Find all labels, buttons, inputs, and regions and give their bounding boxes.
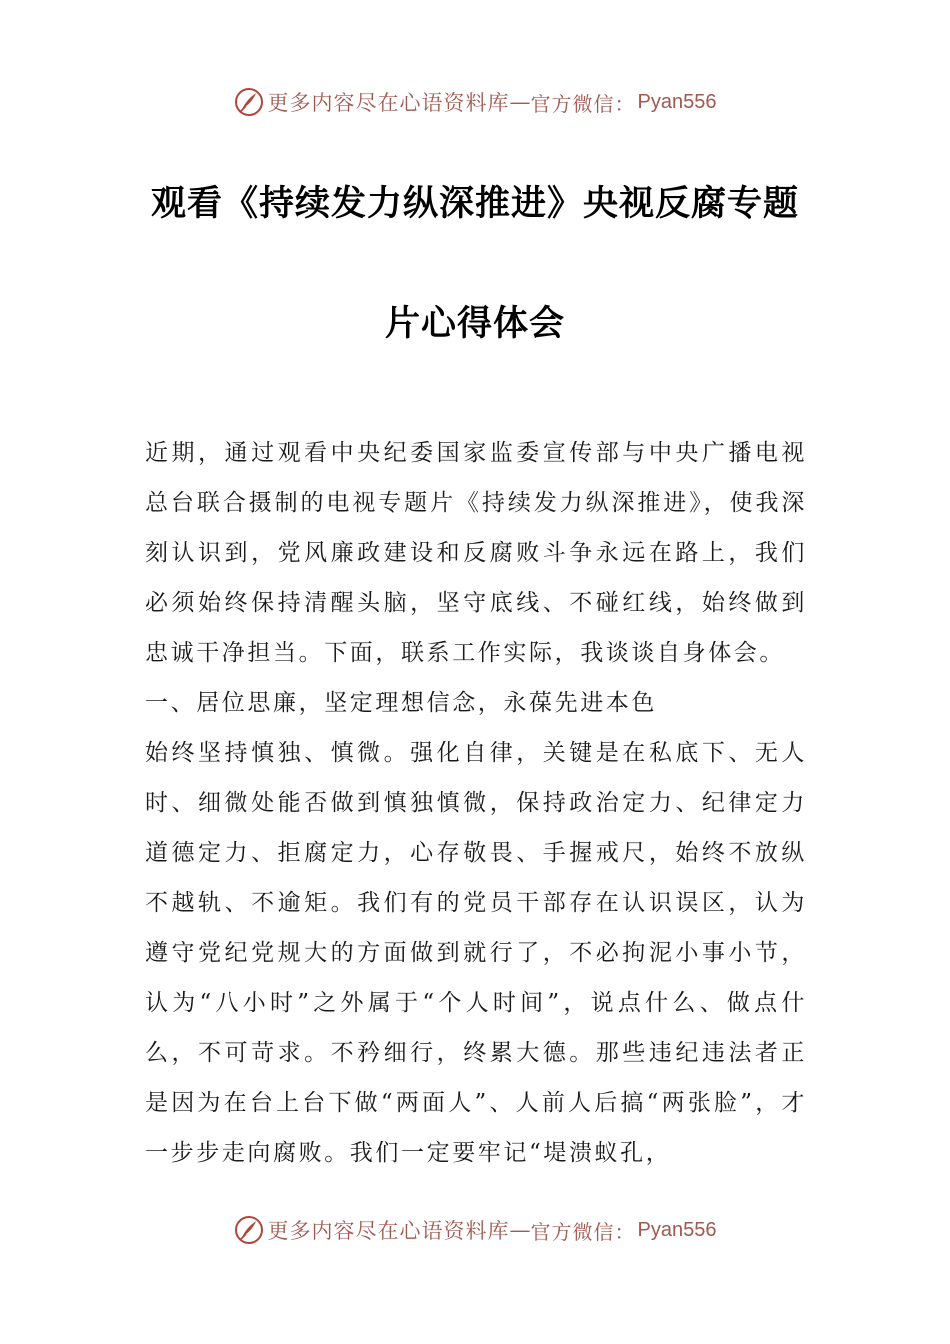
paragraph-section-1: 始终坚持慎独、慎微。强化自律，关键是在私底下、无人时、细微处能否做到慎独慎微，保持政治定力、纪律定力道德定力、拒腐定力，心存敬畏、手握戒尺，始终不放纵不越轨、不逾矩。我们有的党员干部存在认识误区，认为遵守党纪党规大的方面做到就行了，不必拘泥小事小节，认为“八小时”之外属于“个人时间”，说点什么、做点什么，不可苛求。不矜细行，终累大德。那些违纪违法者正是因为在台上台下做“两面人”、人前人后搞“两张脸”，才一步步走向腐败。我们一定要牢记“堤溃蚁孔， [145, 740, 807, 1166]
paragraph-intro: 近期，通过观看中央纪委国家监委宣传部与中央广播电视总台联合摄制的电视专题片《持续发力纵深推进》，使我深刻认识到，党风廉政建设和反腐败斗争永远在路上，我们必须始终保持清醒头脑，坚守底线、不碰红线，始终做到忠诚干净担当。下面，联系工作实际，我谈谈自身体会。 [145, 440, 807, 666]
separator: — [509, 1218, 531, 1242]
separator: — [509, 90, 531, 114]
wechat-id: Pyan556 [637, 90, 717, 113]
site-name: 更多内容尽在心语资料库 [267, 1219, 510, 1243]
wechat-id: Pyan556 [637, 1218, 717, 1241]
document-title-line-2: 片心得体会 [384, 304, 565, 344]
section-heading-1: 一、居位思廉，坚定理想信念，永葆先进本色 [145, 690, 657, 716]
contact-label: 官方微信： [530, 91, 636, 116]
header-watermark-banner [0, 82, 950, 122]
footer-watermark-banner [0, 1210, 950, 1250]
quill-pen-logo-icon [234, 87, 264, 117]
document-title-line-1: 观看《持续发力纵深推进》央视反腐专题 [150, 184, 799, 224]
document-body [145, 428, 807, 1178]
contact-label: 官方微信： [530, 1219, 636, 1244]
site-name: 更多内容尽在心语资料库 [267, 91, 510, 115]
quill-pen-logo-icon [234, 1215, 264, 1245]
